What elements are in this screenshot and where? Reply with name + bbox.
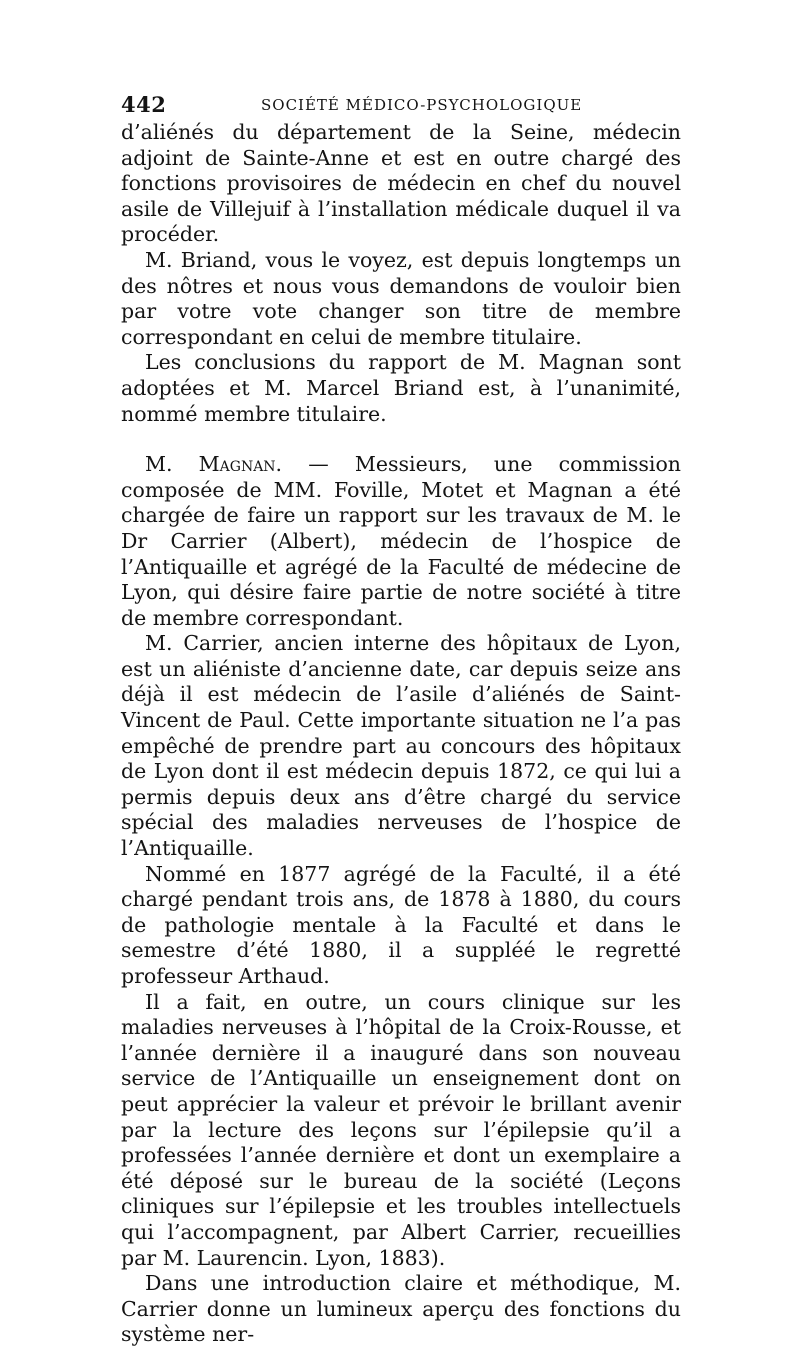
paragraph: Il a fait, en outre, un cours clinique sur les maladies nerveuses à l’hôpital de la Croix-Rousse, et l’année dernière il a inauguré dans son nouveau service de l’Antiquaille un enseignement dont on peut apprécier la valeur et prévoir le brillant avenir par la lecture des leçons sur l’épilepsie qu’il a professées l’année dernière et dont un exemplaire a été déposé sur le bureau de la société (Leçons cliniques sur l’épilepsie et les troubles intellectuels qui l’accompagnent, par Albert Carrier, recueillies par M. Laurencin. Lyon, 1883).: [121, 989, 681, 1270]
running-title: SOCIÉTÉ MÉDICO-PSYCHOLOGIQUE: [261, 96, 583, 114]
page-number: 442: [121, 92, 167, 117]
paragraph: d’aliénés du département de la Seine, médecin adjoint de Sainte-Anne et est en outre chargé des fonctions provisoires de médecin en chef du nouvel asile de Villejuif à l’installation médicale duquel il va procéder.: [121, 120, 681, 247]
paragraph: M. Briand, vous le voyez, est depuis longtemps un des nôtres et nous vous demandons de vouloir bien par votre vote changer son titre de membre correspondant en celui de membre titulaire.: [121, 247, 681, 349]
body-text: [121, 120, 681, 1348]
speaker-name: M. Magnan.: [145, 452, 283, 477]
paragraph: Les conclusions du rapport de M. Magnan sont adoptées et M. Marcel Briand est, à l’unanimité, nommé membre titulaire.: [121, 350, 681, 426]
paragraph: Nommé en 1877 agrégé de la Faculté, il a été chargé pendant trois ans, de 1878 à 1880, du cours de pathologie mentale à la Faculté et dans le semestre d’été 1880, il a suppléé le regretté professeur Arthaud.: [121, 861, 681, 988]
page-header: [121, 92, 681, 118]
speech-text: — Messieurs, une commission composée de MM. Foville, Motet et Magnan a été chargée de faire un rapport sur les travaux de M. le Dr Carrier (Albert), médecin de l’hospice de l’Antiquaille et agrégé de la Faculté de médecine de Lyon, qui désire faire partie de notre société à titre de membre correspondant.: [121, 452, 681, 630]
paragraph: M. Carrier, ancien interne des hôpitaux de Lyon, est un aliéniste d’ancienne date, car depuis seize ans déjà il est médecin de l’asile d’aliénés de Saint-Vincent de Paul. Cette importante situation ne l’a pas empêché de prendre part au concours des hôpitaux de Lyon dont il est médecin depuis 1872, ce qui lui a permis depuis deux ans d’être chargé du service spécial des maladies nerveuses de l’hospice de l’Antiquaille.: [121, 631, 681, 861]
paragraph-speech: [121, 452, 681, 631]
paragraph: Dans une introduction claire et méthodique, M. Carrier donne un lumineux aperçu des fonctions du système ner-: [121, 1271, 681, 1347]
